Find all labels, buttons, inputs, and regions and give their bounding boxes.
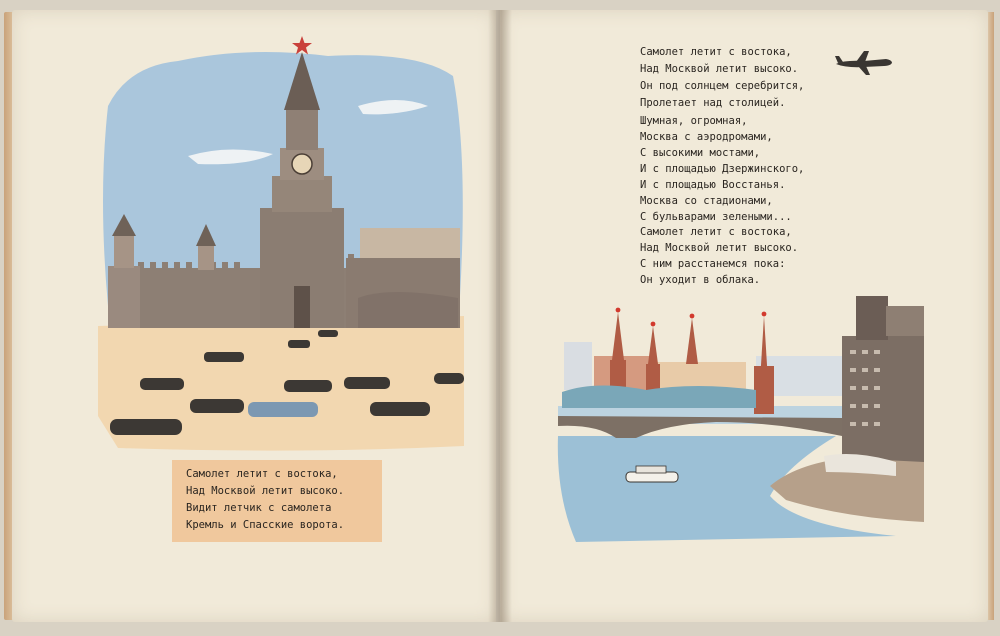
caption-line: Самолет летит с востока, (186, 468, 338, 480)
caption-line: Над Москвой летит высоко. (186, 485, 345, 497)
airplane-icon (834, 50, 894, 76)
verse-line: Москва со стадионами, (640, 195, 773, 207)
kremlin-illustration (98, 36, 464, 452)
corner-tower-left (108, 266, 140, 328)
verse-line: С высокими мостами, (640, 147, 761, 159)
verse-line: С бульварами зелеными... (640, 211, 792, 223)
moskva-river-illustration (556, 286, 926, 542)
caption-line: Видит летчик с самолета (186, 502, 332, 514)
verse-line: Над Москвой летит высоко. (640, 242, 799, 254)
verse-line: Самолет летит с востока, (640, 46, 792, 58)
book-gutter (488, 10, 512, 622)
verse-line: Пролетает над столицей. (640, 97, 786, 109)
verse-line: И с площадью Дзержинского, (640, 163, 805, 175)
bridge (558, 416, 842, 438)
verse-line: Самолет летит с востока, (640, 226, 792, 238)
verse-line: Он уходит в облака. (640, 274, 761, 286)
tall-building (842, 336, 924, 464)
verse-line: Москва с аэродромами, (640, 131, 773, 143)
caption-line: Кремль и Спасские ворота. (186, 519, 345, 531)
verse-line: Над Москвой летит высоко. (640, 63, 799, 75)
red-star-icon (292, 36, 312, 55)
verse-line: Шумная, огромная, (640, 115, 748, 127)
verse-line: Он под солнцем серебрится, (640, 80, 805, 92)
verse-line: И с площадью Восстанья. (640, 179, 786, 191)
tower-clock (292, 154, 312, 174)
verse-line: С ним расстанемся пока: (640, 258, 786, 270)
